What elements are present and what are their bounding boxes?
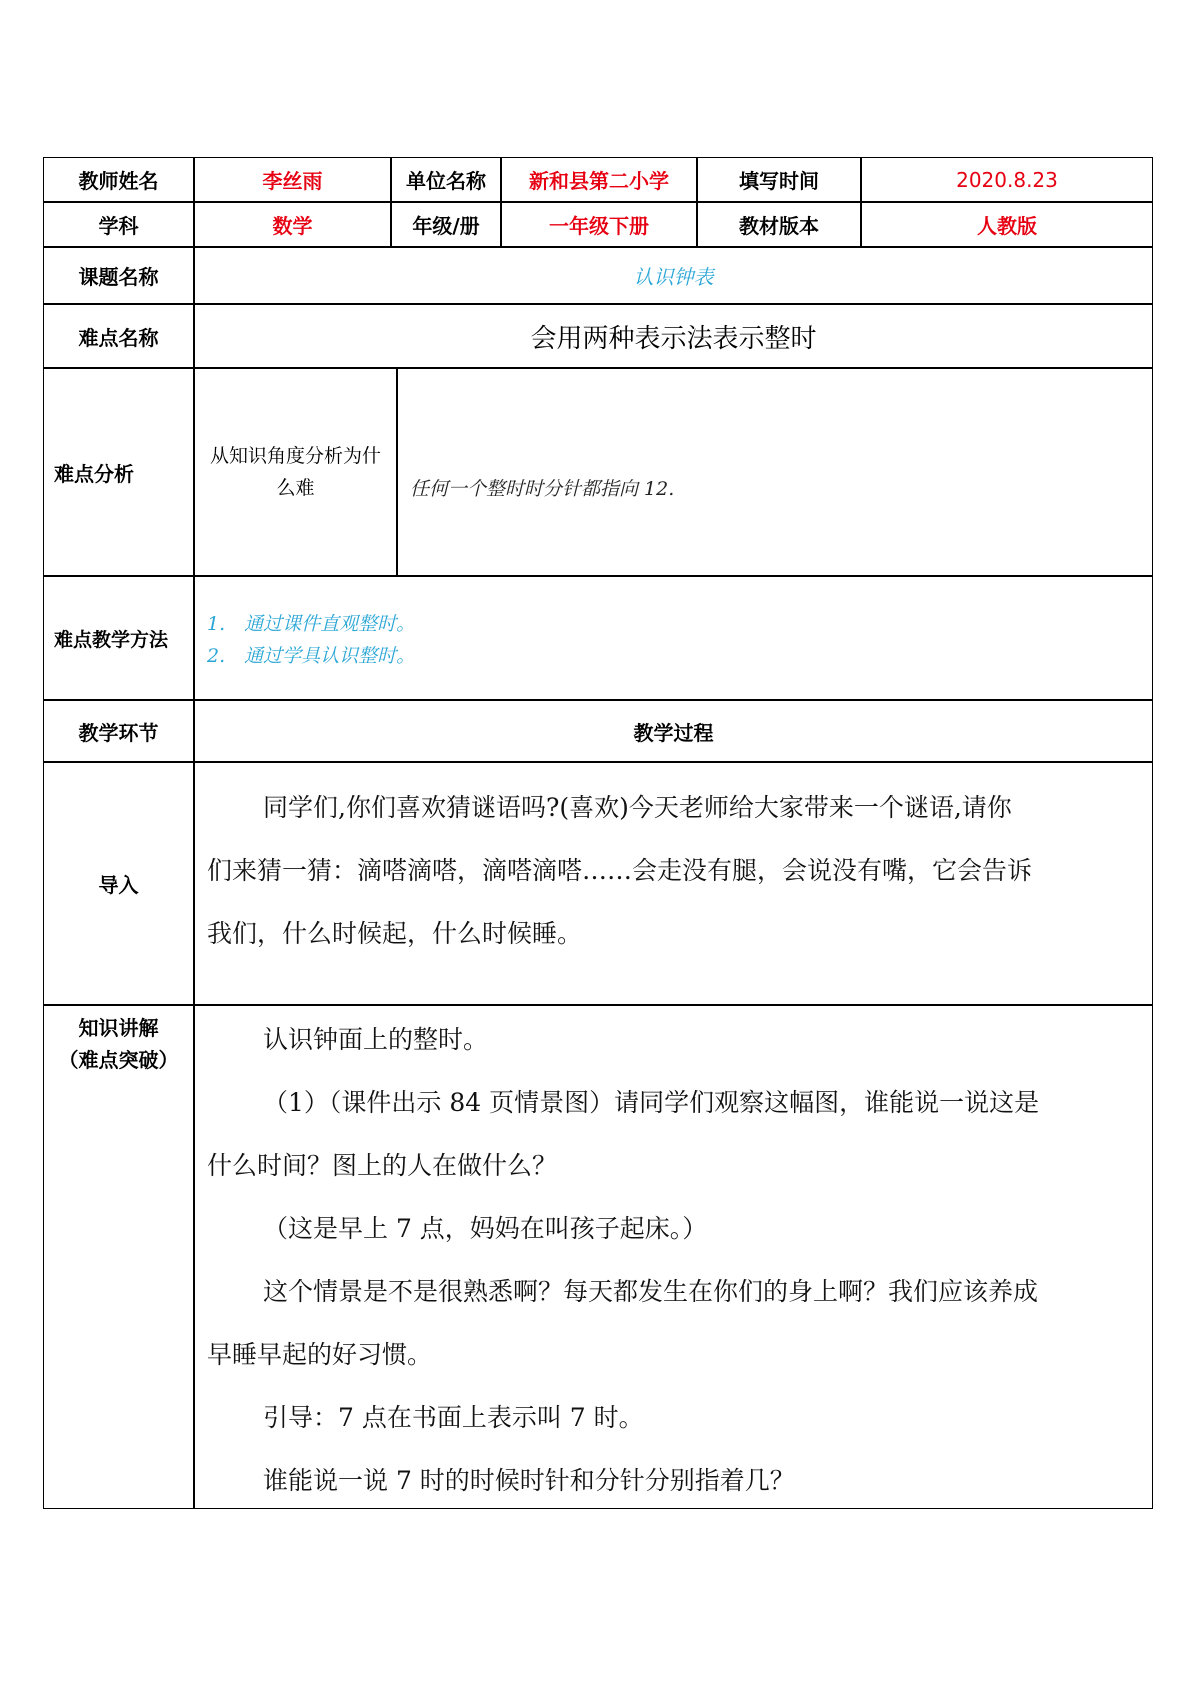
intro-line: 我们，什么时候起，什么时候睡。: [207, 919, 583, 948]
lesson-plan-table: [43, 157, 1153, 1509]
method-item: 1. 通过课件直观整时。: [207, 613, 416, 635]
topic-label: 课题名称: [43, 247, 194, 304]
analysis-label: 难点分析: [43, 368, 194, 576]
fill-time-value: 2020.8.23: [861, 157, 1153, 202]
difficulty-label: 难点名称: [43, 304, 194, 368]
knowledge-label-line1: 知识讲解: [78, 1016, 159, 1040]
intro-label: 导入: [43, 762, 194, 1005]
grade-value: 一年级下册: [501, 202, 697, 247]
difficulty-value: 会用两种表示法表示整时: [194, 304, 1153, 368]
intro-line: 们来猜一猜：滴嗒滴嗒，滴嗒滴嗒……会走没有腿，会说没有嘴，它会告诉: [207, 856, 1033, 885]
teacher-name-value: 李丝雨: [194, 157, 391, 202]
grade-label: 年级/册: [391, 202, 501, 247]
teacher-name-label: 教师姓名: [43, 157, 194, 202]
knowledge-line: 这个情景是不是很熟悉啊？每天都发生在你们的身上啊？我们应该养成: [263, 1277, 1039, 1306]
knowledge-line: 谁能说一说 7 时的时候时针和分针分别指着几？: [263, 1466, 795, 1495]
process-header-value: 教学过程: [194, 700, 1153, 762]
analysis-sub-label: 从知识角度分析为什么难: [194, 368, 397, 576]
knowledge-line: 引导：7 点在书面上表示叫 7 时。: [263, 1403, 644, 1432]
method-label: 难点教学方法: [43, 576, 194, 700]
knowledge-content: [194, 1005, 1153, 1509]
edition-label: 教材版本: [697, 202, 861, 247]
subject-value: 数学: [194, 202, 391, 247]
knowledge-line: 认识钟面上的整时。: [263, 1025, 489, 1054]
analysis-content: 任何一个整时时分针都指向 12.: [397, 368, 1153, 576]
method-item: 2. 通过学具认识整时。: [207, 645, 416, 667]
topic-value: 认识钟表: [194, 247, 1153, 304]
knowledge-line: 早睡早起的好习惯。: [207, 1340, 433, 1369]
knowledge-line: （1）（课件出示 84 页情景图）请同学们观察这幅图，谁能说一说这是: [263, 1088, 1040, 1117]
unit-name-value: 新和县第二小学: [501, 157, 697, 202]
fill-time-label: 填写时间: [697, 157, 861, 202]
edition-value: 人教版: [861, 202, 1153, 247]
unit-name-label: 单位名称: [391, 157, 501, 202]
subject-label: 学科: [43, 202, 194, 247]
knowledge-label-line2: （难点突破）: [58, 1048, 179, 1072]
knowledge-line: 什么时间？图上的人在做什么？: [207, 1151, 558, 1180]
intro-content: [194, 762, 1153, 1005]
method-list: [194, 576, 1153, 700]
process-step-label: 教学环节: [43, 700, 194, 762]
intro-line: 同学们,你们喜欢猜谜语吗?(喜欢)今天老师给大家带来一个谜语,请你: [263, 793, 1012, 822]
knowledge-label: [43, 1005, 194, 1509]
knowledge-line: （这是早上 7 点，妈妈在叫孩子起床。）: [263, 1214, 708, 1243]
